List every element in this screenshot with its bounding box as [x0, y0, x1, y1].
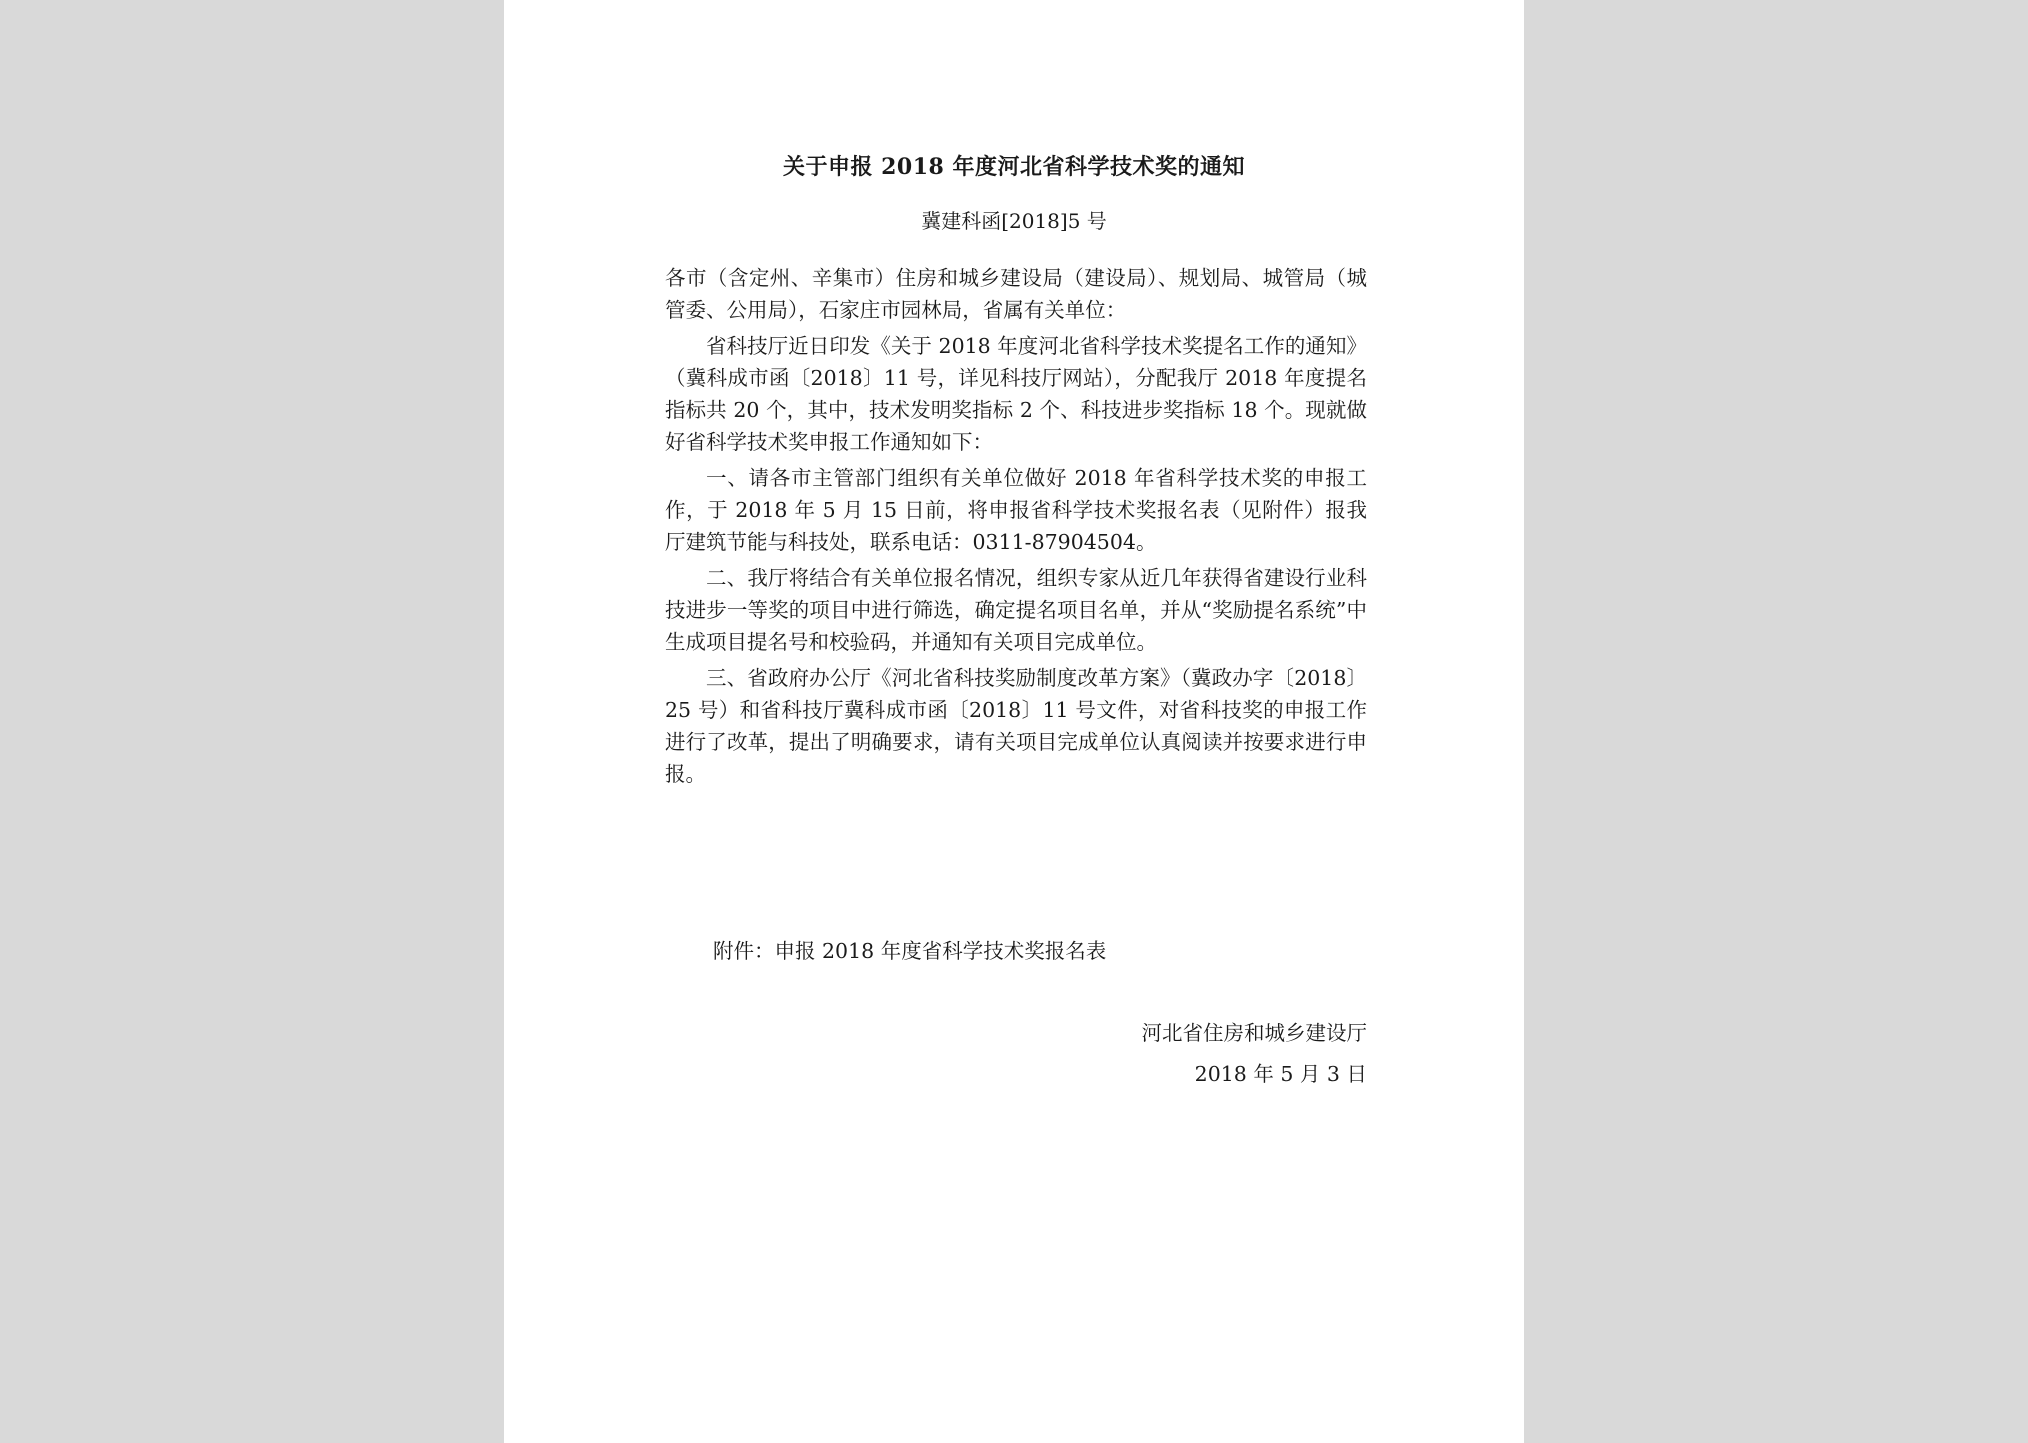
salutation: 各市（含定州、辛集市）住房和城乡建设局（建设局）、规划局、城管局（城管委、公用局），石家庄市园林局，省属有关单位：: [665, 266, 1367, 322]
paragraph-item-2: 二、我厅将结合有关单位报名情况，组织专家从近几年获得省建设行业科技进步一等奖的项目中进行筛选，确定提名项目名单，并从“奖励提名系统”中生成项目提名号和校验码，并通知有关项目完成单位。: [665, 566, 1367, 654]
document-number: 冀建科函[2018]5 号: [921, 209, 1107, 233]
document-page: [504, 0, 1524, 1443]
paragraph-item-3: 三、省政府办公厅《河北省科技奖励制度改革方案》（冀政办字〔2018〕25 号）和省科技厅冀科成市函〔2018〕11 号文件，对省科技奖的申报工作进行了改革，提出了明确要求，请有关项目完成单位认真阅读并按要求进行申报。: [665, 666, 1367, 786]
issue-date: 2018 年 5 月 3 日: [1194, 1062, 1367, 1086]
attachment-note: 附件：申报 2018 年度省科学技术奖报名表: [713, 939, 1107, 963]
paragraph-item-1: 一、请各市主管部门组织有关单位做好 2018 年省科学技术奖的申报工作，于 2018 年 5 月 15 日前，将申报省科学技术奖报名表（见附件）报我厅建筑节能与科技处，联系电话：0311-87904504。: [665, 466, 1367, 554]
paragraph-intro: 省科技厅近日印发《关于 2018 年度河北省科学技术奖提名工作的通知》（冀科成市函〔2018〕11 号，详见科技厅网站），分配我厅 2018 年度提名指标共 20 个，其中，技术发明奖指标 2 个、科技进步奖指标 18 个。现就做好省科学技术奖申报工作通知如下：: [665, 334, 1367, 454]
document-title: 关于申报 2018 年度河北省科学技术奖的通知: [782, 154, 1246, 180]
issuing-authority: 河北省住房和城乡建设厅: [1141, 1021, 1367, 1045]
document-body: [665, 262, 1367, 794]
